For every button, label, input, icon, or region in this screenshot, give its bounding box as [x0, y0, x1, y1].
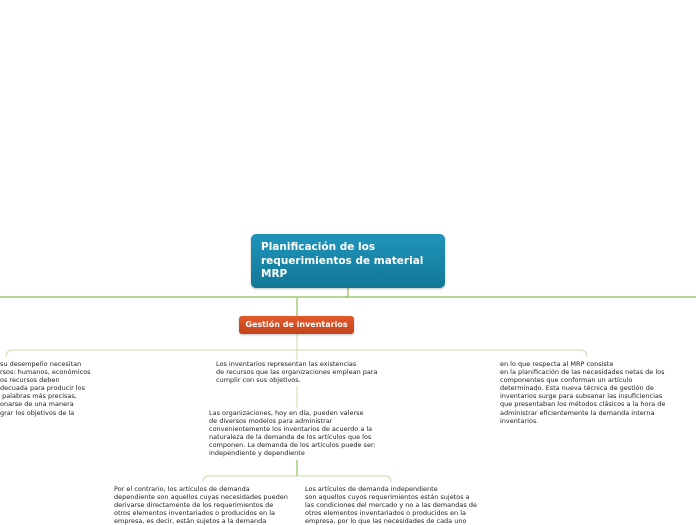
root-to-branch-connector [345, 288, 348, 297]
main-topic-label: Gestión de inventarios [245, 320, 348, 329]
root-topic-title: Planificación de los requerimientos de material MRP [261, 241, 424, 280]
subtopic-mrp-definition[interactable]: en lo que respecta al MRP consiste en la planificación de las necesidades netas de los componentes que conforman un artículo determinado. Esta nueva técnica de gestión de inventarios surge para subsanar las insuficiencias que presentaban los métodos clásicos a la hora de administrar eficientemente la demanda interna inventarios. [500, 360, 666, 425]
subtopic-dependent-demand[interactable]: Por el contrario, los artículos de demanda dependiente son aquellos cuyas necesidades pueden derivarse directamente de los requerimientos de otros elementos inventariados o producidos en la empresa, es decir, están sujetos a la demanda [114, 485, 288, 525]
root-topic[interactable] [251, 234, 445, 288]
subtopic-inventories-definition[interactable]: Los inventarios representan las existencias de recursos que las organizaciones emplean para cumplir con sus objetivos. [216, 360, 378, 385]
subtopic-independent-demand[interactable]: Los artículos de demanda independiente son aquellos cuyos requerimientos están sujetos a las condiciones del mercado y no a las demandas de otros elementos inventariados o producidos en la empresa, por lo que las necesidades de cada uno [305, 485, 477, 525]
types-horizontal-connector [203, 476, 391, 482]
subtopic-demand-types[interactable]: Las organizaciones, hoy en día, pueden valerse de diversos modelos para administrar convenientemente los inventarios de acuerdo a la naturaleza de la demanda de los artículos que los componen. La demanda de los artículos puede ser: independiente y dependiente [209, 409, 376, 458]
subtopic-left-cut[interactable]: su desempeño necesitan rsos: humanos, económicos os recursos deben decuada para producir los palabras más precisas, onarse de una manera grar los objetivos de la [0, 360, 91, 417]
main-topic-gestion-inventarios[interactable] [239, 316, 354, 334]
